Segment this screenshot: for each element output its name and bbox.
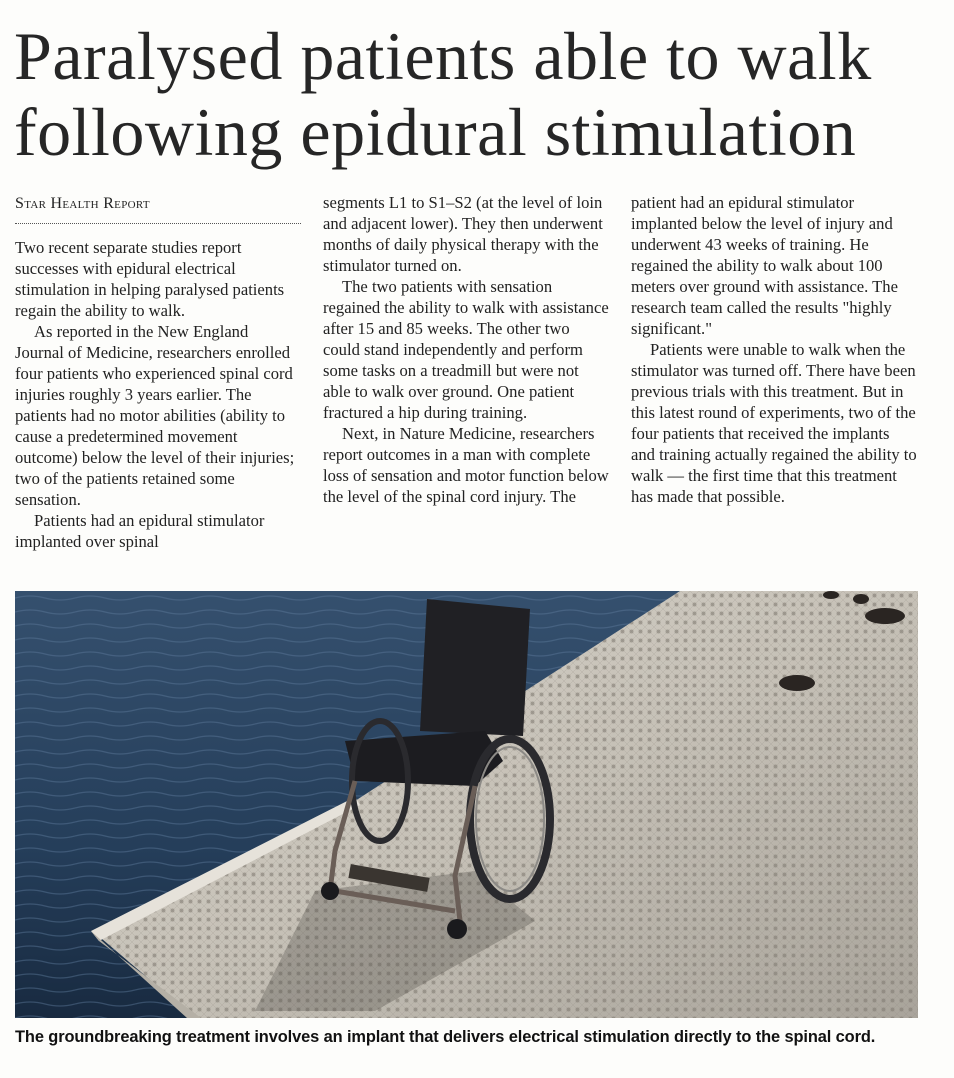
article-column-1 bbox=[15, 192, 301, 552]
article-column-2 bbox=[323, 192, 609, 507]
paragraph-1: Two recent separate studies report successes with epidural electrical stimulation in helping paralysed patients regain the ability to walk. bbox=[15, 238, 285, 320]
photo-caption: The groundbreaking treatment involves an implant that delivers electrical stimulation directly to the spinal cord. bbox=[15, 1028, 876, 1046]
article-column-3 bbox=[631, 192, 917, 507]
headline-line-1: Paralysed patients able to walk bbox=[14, 18, 872, 94]
wheelchair-dock-image bbox=[15, 591, 918, 1018]
paragraph-4: The two patients with sensation regained the ability to walk with assistance after 15 and 85 weeks. The other two could stand independently and perform some tasks on a treadmill but were not able to walk over ground. One patient fractured a hip during training. bbox=[323, 277, 609, 422]
article-photo bbox=[15, 591, 918, 1018]
headline bbox=[14, 18, 944, 170]
paragraph-6: Patients were unable to walk when the stimulator was turned off. There have been previous trials with this treatment. But in this latest round of experiments, two of the four patients that received the implants and training actually regained the ability to walk — the first time that this treatment has made that possible. bbox=[631, 340, 917, 506]
byline: Star Health Report bbox=[15, 192, 301, 224]
paragraph-3-start: Patients had an epidural stimulator implanted over spinal bbox=[15, 511, 265, 551]
paragraph-2: As reported in the New England Journal of Medicine, researchers enrolled four patients who experienced spinal cord injuries roughly 3 years earlier. The patients had no motor abilities (ability to cause a predetermined movement outcome) below the level of their injuries; two of the patients retained some sensation. bbox=[15, 322, 295, 509]
paragraph-5-continued: patient had an epidural stimulator implanted below the level of injury and underwent 43 weeks of training. He regained the ability to walk about 100 meters over ground with assistance. The research team called the results "highly significant." bbox=[631, 193, 898, 338]
headline-line-2: following epidural stimulation bbox=[14, 94, 857, 170]
paragraph-3: segments L1 to S1–S2 (at the level of loin and adjacent lower). They then underwent months of daily physical therapy with the stimulator turned on. bbox=[323, 193, 603, 275]
paragraph-5: Next, in Nature Medicine, researchers report outcomes in a man with complete loss of sensation and motor function below the level of the spinal cord injury. The bbox=[323, 424, 609, 506]
